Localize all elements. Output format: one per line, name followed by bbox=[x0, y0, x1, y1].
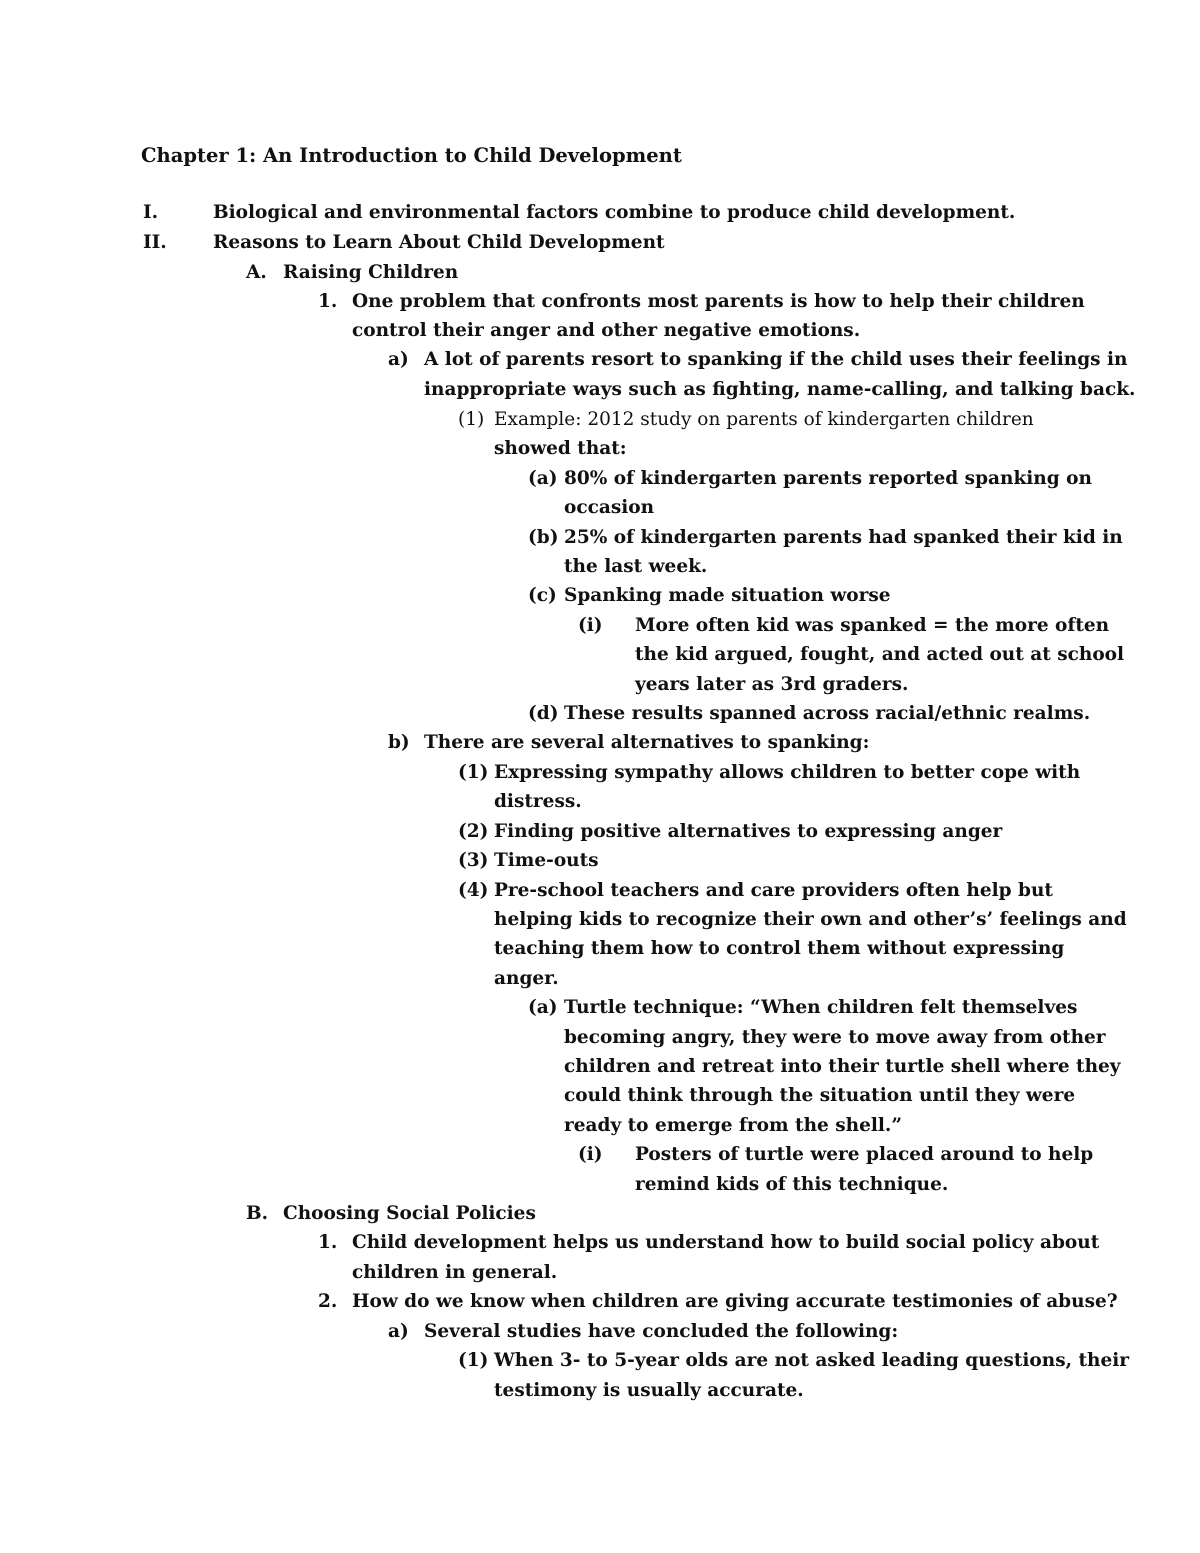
outline-marker: (1) bbox=[458, 762, 489, 783]
outline-marker: (b) bbox=[528, 527, 559, 548]
outline-line: ready to emerge from the shell.” bbox=[564, 1115, 903, 1136]
outline-marker: 2. bbox=[318, 1291, 338, 1312]
outline-line: becoming angry, they were to move away from other bbox=[564, 1027, 1106, 1048]
outline-line: One problem that confronts most parents is how to help their children bbox=[352, 291, 1085, 312]
outline-marker: a) bbox=[388, 1321, 409, 1342]
outline-line: 80% of kindergarten parents reported spanking on bbox=[564, 468, 1092, 489]
outline-marker: II. bbox=[143, 232, 167, 253]
outline-line: the kid argued, fought, and acted out at school bbox=[635, 644, 1125, 665]
outline-line: could think through the situation until they were bbox=[564, 1085, 1076, 1106]
outline-marker: (4) bbox=[458, 880, 489, 901]
outline-line: Pre-school teachers and care providers often help but bbox=[494, 880, 1053, 901]
outline-marker: 1. bbox=[318, 1232, 338, 1253]
outline-line: Child development helps us understand how to build social policy about bbox=[352, 1232, 1100, 1253]
outline-line: Expressing sympathy allows children to better cope with bbox=[494, 762, 1081, 783]
outline-marker: A. bbox=[246, 262, 267, 283]
outline-line: Reasons to Learn About Child Development bbox=[213, 232, 665, 253]
outline-line: Spanking made situation worse bbox=[564, 585, 891, 606]
outline-line: Choosing Social Policies bbox=[283, 1203, 536, 1224]
outline-line: More often kid was spanked = the more often bbox=[635, 615, 1110, 636]
outline-line: remind kids of this technique. bbox=[635, 1174, 949, 1195]
outline-marker: (d) bbox=[528, 703, 559, 724]
outline-line: occasion bbox=[564, 497, 655, 518]
outline-marker: (c) bbox=[528, 585, 557, 606]
outline-line: How do we know when children are giving accurate testimonies of abuse? bbox=[352, 1291, 1118, 1312]
outline-line: Time-outs bbox=[494, 850, 599, 871]
outline-line: Several studies have concluded the following: bbox=[424, 1321, 899, 1342]
outline-marker: (2) bbox=[458, 821, 489, 842]
outline-line: When 3- to 5-year olds are not asked leading questions, their bbox=[494, 1350, 1130, 1371]
outline-line: the last week. bbox=[564, 556, 708, 577]
outline-marker: B. bbox=[246, 1203, 269, 1224]
outline-marker: (3) bbox=[458, 850, 489, 871]
outline-line: A lot of parents resort to spanking if the child uses their feelings in bbox=[424, 349, 1128, 370]
outline-marker: (a) bbox=[528, 997, 558, 1018]
outline-line: showed that: bbox=[494, 438, 627, 459]
outline-line: Posters of turtle were placed around to help bbox=[635, 1144, 1094, 1165]
outline-line: These results spanned across racial/ethnic realms. bbox=[564, 703, 1091, 724]
outline-line: teaching them how to control them without expressing bbox=[494, 938, 1065, 959]
outline-line: inappropriate ways such as fighting, name-calling, and talking back. bbox=[424, 379, 1136, 400]
outline-marker: I. bbox=[143, 202, 159, 223]
outline-line: Example: 2012 study on parents of kindergarten children bbox=[494, 409, 1034, 430]
outline-marker: (1) bbox=[458, 1350, 489, 1371]
outline-line: 25% of kindergarten parents had spanked their kid in bbox=[564, 527, 1123, 548]
outline-line: control their anger and other negative emotions. bbox=[352, 320, 861, 341]
outline-line: helping kids to recognize their own and other’s’ feelings and bbox=[494, 909, 1127, 930]
outline-marker: a) bbox=[388, 349, 409, 370]
outline-line: testimony is usually accurate. bbox=[494, 1380, 804, 1401]
outline-line: years later as 3rd graders. bbox=[635, 674, 909, 695]
outline-line: Raising Children bbox=[283, 262, 459, 283]
outline-line: anger. bbox=[494, 968, 559, 989]
outline-line: Turtle technique: “When children felt themselves bbox=[564, 997, 1078, 1018]
outline-marker: (i) bbox=[578, 615, 603, 636]
outline-line: There are several alternatives to spanking: bbox=[424, 732, 870, 753]
outline-marker: b) bbox=[388, 732, 410, 753]
outline-line: children and retreat into their turtle shell where they bbox=[564, 1056, 1121, 1077]
outline-marker: (a) bbox=[528, 468, 558, 489]
outline-line: Finding positive alternatives to expressing anger bbox=[494, 821, 1003, 842]
outline-line: Biological and environmental factors combine to produce child development. bbox=[213, 202, 1016, 223]
outline-line: distress. bbox=[494, 791, 582, 812]
outline-marker: (i) bbox=[578, 1144, 603, 1165]
chapter-title: Chapter 1: An Introduction to Child Development bbox=[141, 144, 682, 167]
outline-marker: 1. bbox=[318, 291, 338, 312]
outline-marker: (1) bbox=[458, 409, 485, 430]
outline-line: children in general. bbox=[352, 1262, 558, 1283]
